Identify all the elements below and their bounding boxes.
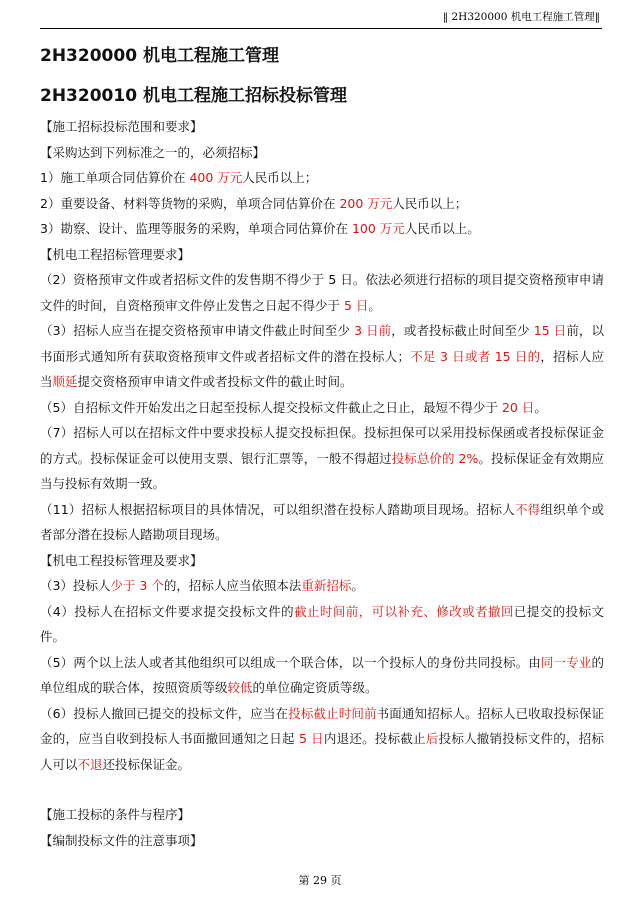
paragraph bbox=[40, 420, 604, 497]
running-header: ‖ 2H320000 机电工程施工管理‖ bbox=[442, 11, 600, 23]
text-run: 组织单个或者部分潜在投标人踏勘项目现场。 bbox=[40, 501, 604, 542]
text-run: 【施工招标投标范围和要求】 bbox=[40, 119, 203, 134]
text-run: 人民币以上； bbox=[242, 170, 318, 185]
text-run: 内退还。投标截止 bbox=[323, 731, 426, 746]
paragraph bbox=[40, 497, 604, 548]
text-run: 人民币以上。 bbox=[404, 221, 480, 236]
text-run: 的，招标人应当依照本法 bbox=[163, 578, 302, 593]
text-run: 已提交的投标文件。 bbox=[40, 603, 604, 644]
highlighted-text: 不得 bbox=[514, 501, 541, 517]
text-run: 的单位确定资质等级。 bbox=[252, 680, 378, 695]
text-run: （11）招标人根据招标项目的具体情况，可以组织潜在投标人踏勘项目现场。招标人 bbox=[40, 501, 515, 517]
paragraph bbox=[40, 828, 604, 854]
text-run: （5）两个以上法人或者其他组织可以组成一个联合体，以一个投标人的身份共同投标。由 bbox=[40, 654, 541, 670]
text-run: 【编制投标文件的注意事项】 bbox=[40, 832, 203, 848]
paragraph bbox=[40, 395, 604, 421]
paragraph bbox=[40, 267, 604, 318]
highlighted-text: 较低 bbox=[227, 680, 253, 695]
highlighted-text: 不退 bbox=[77, 756, 103, 772]
paragraph bbox=[40, 140, 604, 166]
text-run: 还投标保证金。 bbox=[102, 756, 191, 772]
paragraph bbox=[40, 191, 604, 217]
highlighted-text: 100 万元 bbox=[351, 221, 405, 236]
chapter-title: 2H320000 机电工程施工管理 bbox=[40, 46, 279, 66]
text-run: 投标人撤销投标文件的，招标人可以 bbox=[40, 731, 604, 772]
text-run: 1）施工单项合同估算价在 bbox=[40, 170, 190, 185]
text-run: 。 bbox=[534, 399, 547, 415]
highlighted-text: 5 日 bbox=[343, 297, 369, 313]
paragraph bbox=[40, 114, 604, 140]
paragraph bbox=[40, 701, 604, 778]
text-run: 。 bbox=[368, 297, 381, 313]
paragraph bbox=[40, 165, 604, 191]
text-run: 【采购达到下列标准之一的，必须招标】 bbox=[40, 144, 266, 160]
text-run: ，或者投标截止时间至少 bbox=[391, 323, 534, 338]
text-run: 书面通知招标人。招标人已收取投标保证金的，应当自收到投标人书面撤回通知之日起 bbox=[40, 705, 604, 746]
text-run: （2）资格预审文件或者招标文件的发售期不得少于 5 日。依法必须进行招标的项目提交资格预审申请文件的时间，自资格预审文件停止发售之日起不得少于 bbox=[40, 272, 604, 313]
section-title: 2H320010 机电工程施工招标投标管理 bbox=[40, 86, 347, 106]
highlighted-text: 200 万元 bbox=[339, 195, 393, 211]
page-number: 第 29 页 bbox=[298, 874, 342, 887]
highlighted-text: 400 万元 bbox=[189, 170, 243, 185]
paragraph bbox=[40, 318, 604, 395]
page-body bbox=[40, 44, 604, 853]
paragraph bbox=[40, 242, 604, 268]
highlighted-text: 少于 3 个 bbox=[110, 578, 164, 593]
highlighted-text: 同一专业 bbox=[540, 654, 592, 670]
text-run: 3）勘察、设计、监理等服务的采购，单项合同估算价在 bbox=[40, 221, 352, 236]
text-run: 人民币以上； bbox=[392, 195, 468, 211]
text-run: （3）投标人 bbox=[40, 578, 111, 593]
text-run: （5）自招标文件开始发出之日起至投标人提交投标文件截止之日止，最短不得少于 bbox=[40, 399, 502, 415]
highlighted-text: 后 bbox=[425, 731, 439, 746]
text-run: 前，以书面形式通知所有获取资格预审文件或者招标文件的潜在投标人； bbox=[40, 323, 604, 364]
blank-line bbox=[40, 777, 604, 802]
paragraph-list bbox=[40, 114, 604, 853]
paragraph bbox=[40, 599, 604, 650]
paragraph bbox=[40, 573, 604, 599]
paragraph bbox=[40, 650, 604, 701]
text-run: （7）招标人可以在招标文件中要求投标人提交投标担保。投标担保可以采用投标保函或者投标保证金的方式。投标保证金可以使用支票、银行汇票等，一般不得超过 bbox=[40, 425, 604, 466]
highlighted-text: 不足 3 日或者 15 日的 bbox=[409, 348, 541, 364]
text-run: （3）招标人应当在提交资格预审申请文件截止时间至少 bbox=[40, 323, 355, 338]
highlighted-text: 投标截止时间前 bbox=[288, 705, 377, 721]
highlighted-text: 20 日 bbox=[501, 399, 535, 415]
highlighted-text: 5 日 bbox=[299, 731, 324, 746]
text-run: 。 bbox=[351, 578, 364, 593]
text-run: 提交资格预审申请文件或者投标文件的截止时间。 bbox=[77, 374, 353, 389]
paragraph bbox=[40, 802, 604, 828]
highlighted-text: 15 日 bbox=[533, 323, 567, 338]
text-run: 【机电工程招标管理要求】 bbox=[40, 246, 191, 262]
paragraph bbox=[40, 216, 604, 242]
text-run: 的单位组成的联合体，按照资质等级 bbox=[40, 654, 604, 695]
text-run: 【机电工程投标管理及要求】 bbox=[40, 552, 203, 568]
highlighted-text: 投标总价的 2% bbox=[391, 450, 479, 466]
text-run: ，招标人应当 bbox=[40, 348, 604, 389]
header-rule bbox=[40, 28, 602, 29]
text-run: 【施工投标的条件与程序】 bbox=[40, 807, 191, 822]
highlighted-text: 3 日前 bbox=[354, 323, 392, 338]
highlighted-text: 顺延 bbox=[52, 374, 78, 389]
highlighted-text: 截止时间前，可以补充、修改或者撤回 bbox=[294, 603, 514, 619]
text-run: 。投标保证金有效期应当与投标有效期一致。 bbox=[40, 450, 604, 491]
text-run: 2）重要设备、材料等货物的采购，单项合同估算价在 bbox=[40, 195, 340, 211]
text-run: （4）投标人在招标文件要求提交投标文件的 bbox=[40, 603, 295, 619]
highlighted-text: 重新招标 bbox=[301, 578, 352, 593]
text-run: （6）投标人撤回已提交的投标文件，应当在 bbox=[40, 705, 289, 721]
paragraph bbox=[40, 548, 604, 574]
